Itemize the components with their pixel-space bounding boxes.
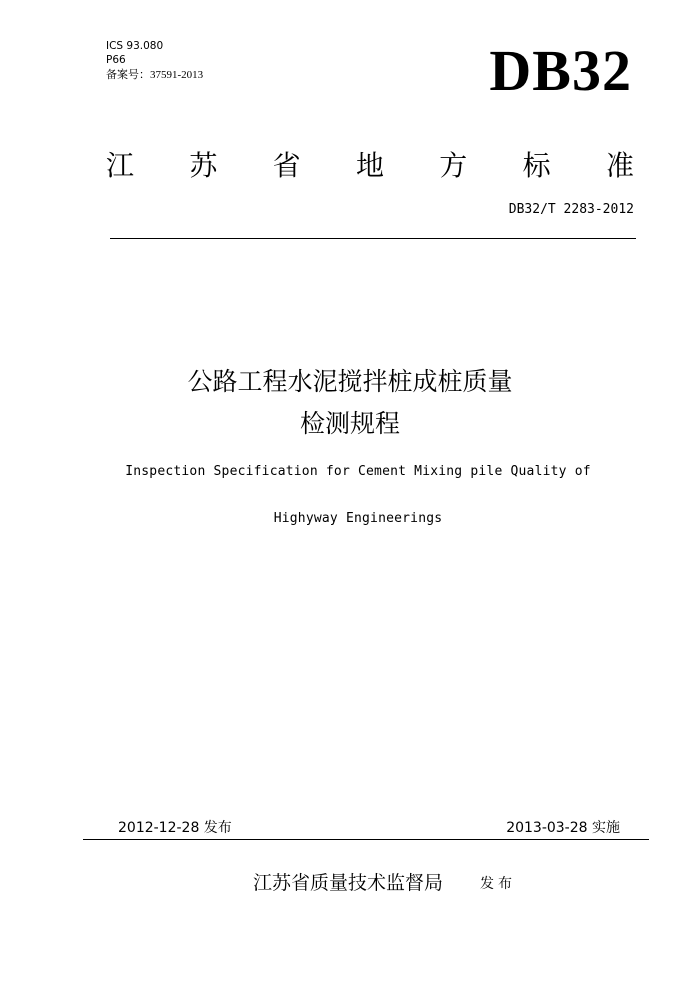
classification-code: P66 xyxy=(106,54,126,66)
standard-type-char: 江 xyxy=(105,149,134,182)
standard-type-char: 方 xyxy=(439,149,468,182)
effective-date: 2013-03-28 实施 xyxy=(506,820,620,836)
issuer-name: 江苏省质量技术监督局 xyxy=(253,872,444,894)
english-title-line2: Highyway Engineerings xyxy=(273,511,443,526)
standard-type-char: 苏 xyxy=(189,149,218,182)
standard-type-title xyxy=(100,144,640,184)
standard-logo-code: DB32 xyxy=(489,38,632,103)
bottom-divider xyxy=(83,839,649,840)
publish-date: 2012-12-28 发布 xyxy=(118,820,232,836)
standard-type-char: 标 xyxy=(522,149,551,182)
ics-number: ICS 93.080 xyxy=(106,40,164,52)
standard-type-char: 省 xyxy=(272,149,301,182)
document-title-line2: 检测规程 xyxy=(299,409,400,438)
document-title-line1: 公路工程水泥搅拌桩成桩质量 xyxy=(187,367,513,396)
standard-type-char: 准 xyxy=(605,149,634,182)
top-divider xyxy=(110,238,636,239)
standard-code: DB32/T 2283-2012 xyxy=(508,202,634,217)
standard-type-char: 地 xyxy=(355,149,384,182)
english-title-line1: Inspection Specification for Cement Mixing pile Quality of xyxy=(125,464,591,479)
issuer-action: 发布 xyxy=(480,876,516,892)
record-number: 备案号：37591-2013 xyxy=(106,69,204,81)
